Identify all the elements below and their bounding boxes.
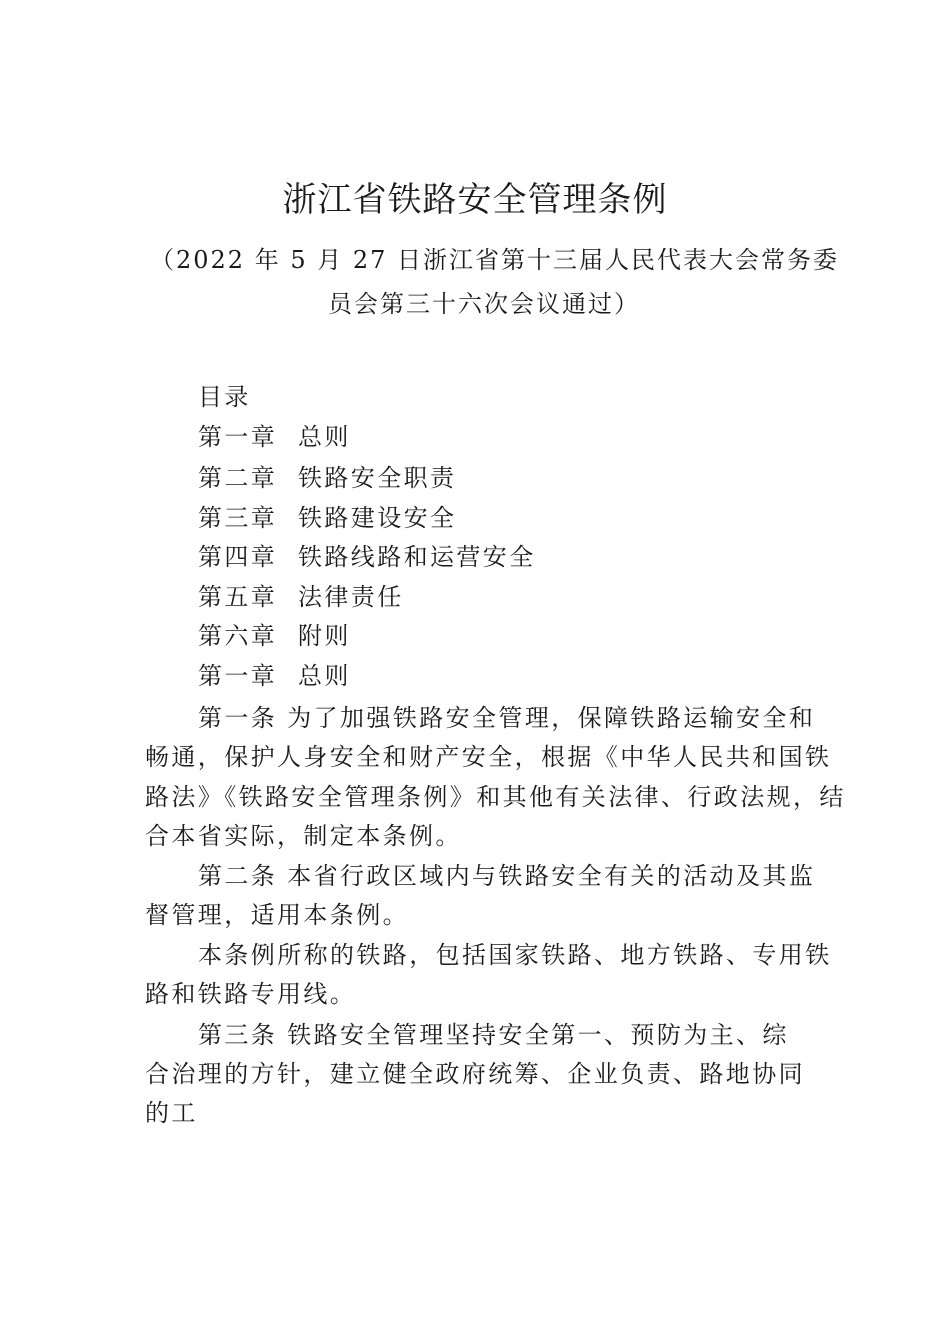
toc-chapter-number: 第一章 <box>198 423 278 451</box>
article-2-line: 督管理，适用本条例。 <box>145 901 409 929</box>
article-3-line: 合治理的方针，建立健全政府统筹、企业负责、路地协同 <box>145 1060 805 1088</box>
article-2-line: 第二条 本省行政区域内与铁路安全有关的活动及其监 <box>198 862 816 890</box>
toc-chapter-number: 第二章 <box>198 464 278 492</box>
article-1-line: 畅通，保护人身安全和财产安全，根据《中华人民共和国铁 <box>145 743 832 771</box>
toc-item <box>198 580 863 614</box>
adoption-note-line-2: 员会第三十六次会议通过） <box>328 290 640 318</box>
chapter-heading <box>198 659 863 693</box>
toc-chapter-name: 铁路安全职责 <box>298 464 457 492</box>
toc-chapter-name: 法律责任 <box>298 583 404 611</box>
toc-heading: 目录 <box>198 383 251 411</box>
toc-item <box>198 540 863 574</box>
article-3-line: 第三条 铁路安全管理坚持安全第一、预防为主、综 <box>198 1021 789 1049</box>
article-1-line: 路法》《铁路安全管理条例》和其他有关法律、行政法规，结 <box>145 783 846 811</box>
toc-chapter-name: 附则 <box>298 622 351 650</box>
toc-chapter-number: 第六章 <box>198 622 278 650</box>
article-3-line: 的工 <box>145 1099 198 1127</box>
toc-chapter-number: 第四章 <box>198 543 278 571</box>
adoption-note-line-1: （2022 年 5 月 27 日浙江省第十三届人民代表大会常务委 <box>150 246 840 274</box>
document-title: 浙江省铁路安全管理条例 <box>282 180 668 220</box>
toc-chapter-number: 第三章 <box>198 504 278 532</box>
article-2-paragraph-line: 本条例所称的铁路，包括国家铁路、地方铁路、专用铁 <box>198 941 832 969</box>
toc-item <box>198 619 863 653</box>
toc-item <box>198 420 863 454</box>
article-2-paragraph-line: 路和铁路专用线。 <box>145 980 357 1008</box>
toc-chapter-name: 总则 <box>298 423 351 451</box>
article-1-line: 合本省实际，制定本条例。 <box>145 822 462 850</box>
toc-item <box>198 501 863 535</box>
article-1-line: 第一条 为了加强铁路安全管理，保障铁路运输安全和 <box>198 704 816 732</box>
chapter-heading-number: 第一章 <box>198 662 278 690</box>
toc-chapter-name: 铁路线路和运营安全 <box>298 543 536 571</box>
chapter-heading-name: 总则 <box>298 662 351 690</box>
toc-chapter-name: 铁路建设安全 <box>298 504 457 532</box>
toc-chapter-number: 第五章 <box>198 583 278 611</box>
toc-item <box>198 461 863 495</box>
